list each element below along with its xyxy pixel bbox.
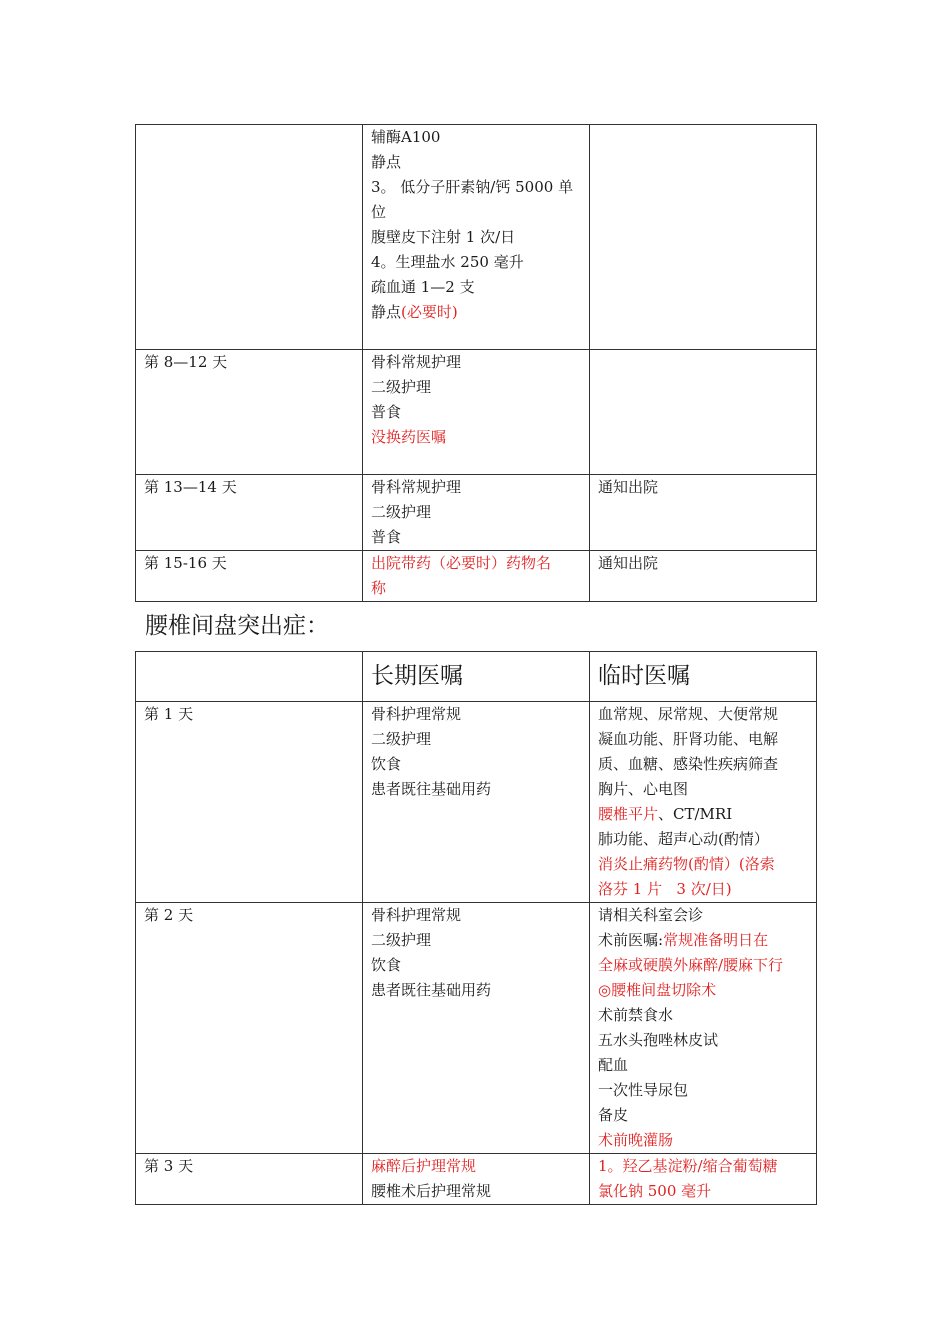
order-text: 骨科常规护理 (371, 478, 462, 496)
order-text: 二级护理 (371, 378, 432, 396)
order-text: 1。羟乙基淀粉/缩合葡萄糖 (598, 1157, 778, 1175)
order-text: 骨科护理常规 (371, 705, 462, 723)
order-line (371, 903, 581, 928)
order-text: 通知出院 (598, 478, 659, 496)
day-cell (136, 903, 363, 1154)
order-line (598, 551, 808, 576)
order-text: 没换药医嘱 (371, 428, 447, 446)
order-text: 出院带药（必要时）药物名 (371, 554, 552, 572)
table-row (136, 475, 817, 551)
order-text: 术前禁食水 (598, 1006, 674, 1024)
order-line (371, 300, 581, 325)
order-line (144, 903, 354, 928)
order-line (371, 1179, 581, 1204)
orders-table-continued (135, 124, 817, 602)
order-text: 第 8—12 天 (144, 353, 228, 371)
temporary-orders-cell (590, 350, 817, 475)
day-cell (136, 551, 363, 602)
order-line (144, 702, 354, 727)
order-line (598, 1028, 808, 1053)
order-note: (必要时) (401, 303, 458, 321)
header-temporary-orders: 临时医嘱 (590, 652, 817, 702)
order-line (371, 777, 581, 802)
order-line: 疏血通 1—2 支 (371, 278, 475, 296)
long-term-orders-cell (363, 551, 590, 602)
order-line: 静点 (371, 153, 402, 171)
order-line (598, 1179, 808, 1204)
order-line (598, 852, 808, 877)
long-term-orders-cell (363, 903, 590, 1154)
order-text: 氯化钠 500 毫升 (598, 1182, 712, 1200)
order-text: 腰椎术后护理常规 (371, 1182, 492, 1200)
order-text: 五水头孢唑林皮试 (598, 1031, 719, 1049)
day-cell (136, 350, 363, 475)
order-text: 请相关科室会诊 (598, 906, 704, 924)
day-cell (136, 475, 363, 551)
temporary-orders-cell (590, 702, 817, 903)
order-text: 饮食 (371, 755, 402, 773)
order-text: 第 2 天 (144, 906, 194, 924)
order-line (598, 727, 808, 752)
order-text: 第 3 天 (144, 1157, 194, 1175)
order-text: 消炎止痛药物(酌情）(洛索 (598, 855, 775, 873)
order-line (598, 1078, 808, 1103)
order-text: 通知出院 (598, 554, 659, 572)
order-line (598, 827, 808, 852)
table-row (136, 350, 817, 475)
order-line (598, 1103, 808, 1128)
order-line (598, 953, 808, 978)
header-day (136, 652, 363, 702)
order-text: 患者既往基础用药 (371, 780, 492, 798)
order-line (144, 350, 354, 375)
order-text: 质、血糖、感染性疾病筛查 (598, 755, 779, 773)
order-line (598, 928, 808, 953)
order-line (598, 1128, 808, 1153)
order-text: 常规准备明日在 (663, 931, 769, 949)
order-line (598, 903, 808, 928)
long-term-orders-cell (363, 475, 590, 551)
order-line (371, 752, 581, 777)
order-line (598, 1003, 808, 1028)
order-text: 称 (371, 579, 387, 597)
order-line (144, 475, 354, 500)
order-line: 3。 低分子肝素钠/钙 5000 单 (371, 178, 574, 196)
order-text: 二级护理 (371, 730, 432, 748)
order-line (371, 1154, 581, 1179)
section-heading: 腰椎间盘突出症： (145, 613, 329, 639)
order-line: 辅酶A100 (371, 128, 441, 146)
order-text: 普食 (371, 403, 402, 421)
order-text: 静点 (371, 303, 402, 321)
order-text: 二级护理 (371, 931, 432, 949)
order-line (598, 978, 808, 1003)
order-text: 骨科常规护理 (371, 353, 462, 371)
temporary-orders-cell (590, 1154, 817, 1205)
order-text: 第 15-16 天 (144, 554, 227, 572)
order-text: 术前晚灌肠 (598, 1131, 674, 1149)
order-line (371, 375, 581, 400)
table-header-row (136, 652, 817, 702)
order-line (371, 928, 581, 953)
order-line (371, 400, 581, 425)
order-text: 配血 (598, 1056, 629, 1074)
order-line (371, 475, 581, 500)
order-line (371, 702, 581, 727)
order-text: 全麻或硬膜外麻醉/腰麻下行 (598, 956, 784, 974)
order-text: 第 1 天 (144, 705, 194, 723)
order-text: 一次性导尿包 (598, 1081, 689, 1099)
table-row (136, 551, 817, 602)
order-text: 备皮 (598, 1106, 629, 1124)
header-long-term-orders: 长期医嘱 (363, 652, 590, 702)
table-row (136, 1154, 817, 1205)
day-cell (136, 1154, 363, 1205)
lumbar-disc-orders-table (135, 651, 817, 1205)
order-line (144, 1154, 354, 1179)
order-line: 位 (371, 203, 387, 221)
table-row (136, 903, 817, 1154)
table-row (136, 125, 817, 350)
order-line (371, 500, 581, 525)
order-line (371, 953, 581, 978)
order-text: 凝血功能、肝肾功能、电解 (598, 730, 779, 748)
day-cell (136, 125, 363, 350)
order-text: 普食 (371, 528, 402, 546)
order-text: 肺功能、超声心动(酌情） (598, 830, 769, 848)
order-text: 麻醉后护理常规 (371, 1157, 477, 1175)
long-term-orders-cell (363, 702, 590, 903)
order-text: 饮食 (371, 956, 402, 974)
order-line (598, 802, 808, 827)
order-line (371, 425, 581, 450)
order-line (144, 551, 354, 576)
order-text: ◎腰椎间盘切除术 (598, 981, 717, 999)
order-prefix: 术前医嘱: (598, 931, 664, 949)
order-line (371, 978, 581, 1003)
temporary-orders-cell (590, 903, 817, 1154)
order-line (598, 877, 808, 902)
order-line (371, 525, 581, 550)
order-line (598, 752, 808, 777)
order-line (598, 1053, 808, 1078)
long-term-orders-cell (363, 350, 590, 475)
order-text: 骨科护理常规 (371, 906, 462, 924)
order-line (371, 727, 581, 752)
order-line (598, 475, 808, 500)
order-text: 腰椎平片 (598, 805, 659, 823)
temporary-orders-cell (590, 125, 817, 350)
order-text: 患者既往基础用药 (371, 981, 492, 999)
order-text: 胸片、心电图 (598, 780, 689, 798)
order-text: 血常规、尿常规、大便常规 (598, 705, 779, 723)
order-line (371, 551, 581, 576)
long-term-orders-cell (363, 1154, 590, 1205)
order-line (598, 777, 808, 802)
order-line (371, 350, 581, 375)
day-cell (136, 702, 363, 903)
temporary-orders-cell (590, 475, 817, 551)
order-line (371, 576, 581, 601)
order-text: 二级护理 (371, 503, 432, 521)
temporary-orders-cell (590, 551, 817, 602)
order-text: 第 13—14 天 (144, 478, 237, 496)
order-line (598, 1154, 808, 1179)
order-text: 洛芬 1 片 3 次/日) (598, 880, 732, 898)
order-line (598, 702, 808, 727)
long-term-orders-cell (363, 125, 590, 350)
table-row (136, 702, 817, 903)
order-line: 腹壁皮下注射 1 次/日 (371, 228, 516, 246)
order-suffix: 、CT/MRI (658, 805, 733, 823)
order-line: 4。生理盐水 250 毫升 (371, 253, 524, 271)
